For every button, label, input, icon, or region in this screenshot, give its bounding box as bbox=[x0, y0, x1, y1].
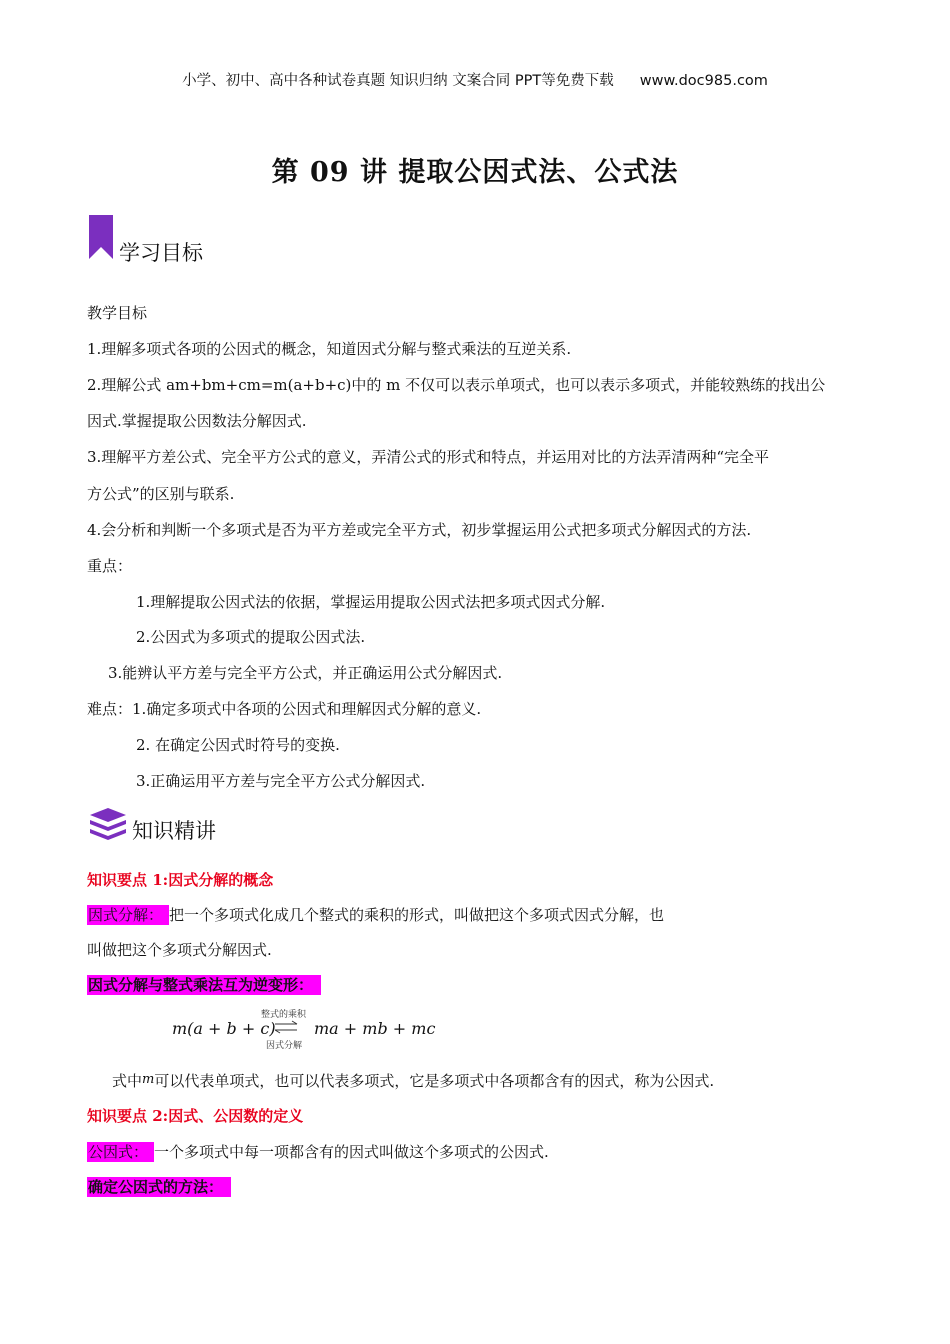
goal-item: 方公式”的区别与联系. bbox=[87, 485, 235, 503]
common-factor-note bbox=[112, 1071, 714, 1093]
goal-item: 因式.掌握提取公因数法分解因式. bbox=[87, 412, 307, 430]
formula-left: m(a + b + c) bbox=[172, 1019, 276, 1038]
reversible-arrow-icon bbox=[274, 1020, 298, 1034]
definition-common-factor bbox=[87, 1142, 549, 1162]
bookmark-icon bbox=[89, 215, 113, 259]
formula-right: ma + mb + mc bbox=[314, 1019, 436, 1038]
note-text: 式中 bbox=[112, 1072, 143, 1090]
difficult-point: 2. 在确定公因式时符号的变换. bbox=[136, 736, 340, 754]
difficult-point: 3.正确运用平方差与完全平方公式分解因式. bbox=[136, 772, 426, 790]
header-site: www.doc985.com bbox=[639, 73, 768, 89]
key-label: 重点： bbox=[87, 557, 133, 575]
goal-item: 4.会分析和判断一个多项式是否为平方差或完全平方式，初步掌握运用公式把多项式分解因式的方法. bbox=[87, 521, 752, 539]
key-point: 1.理解提取公因式法的依据，掌握运用提取公因式法把多项式因式分解. bbox=[136, 593, 606, 611]
definition-text-cont: 叫做把这个多项式分解因式. bbox=[87, 941, 272, 959]
note-variable: m bbox=[142, 1072, 155, 1087]
header-text: 小学、初中、高中各种试卷真题 知识归纳 文案合同 PPT等免费下载 bbox=[182, 73, 614, 89]
key-point: 3.能辨认平方差与完全平方公式，并正确运用公式分解因式. bbox=[108, 664, 503, 682]
goal-item: 1.理解多项式各项的公因式的概念，知道因式分解与整式乘法的互逆关系. bbox=[87, 340, 572, 358]
inverse-label: 因式分解与整式乘法互为逆变形： bbox=[87, 975, 321, 995]
definition-text: 一个多项式中每一项都含有的因式叫做这个多项式的公因式. bbox=[154, 1143, 549, 1161]
arrow-label-top: 整式的乘积 bbox=[261, 1010, 307, 1020]
method-label: 确定公因式的方法： bbox=[87, 1177, 231, 1197]
definition-factorization bbox=[87, 905, 664, 925]
goal-item: 3.理解平方差公式、完全平方公式的意义，弄清公式的形式和特点，并运用对比的方法弄清两种“完全平 bbox=[87, 448, 769, 466]
goal-item: 2.理解公式 am+bm+cm=m(a+b+c)中的 m 不仅可以表示单项式，也可以表示多项式，并能较熟练的找出公 bbox=[87, 376, 826, 394]
key-point: 2.公因式为多项式的提取公因式法. bbox=[136, 628, 366, 646]
books-stack-icon bbox=[88, 806, 128, 844]
page-header bbox=[0, 69, 950, 90]
section-heading-knowledge: 知识精讲 bbox=[132, 819, 216, 843]
difficult-point: 1.确定多项式中各项的公因式和理解因式分解的意义. bbox=[132, 700, 482, 718]
definition-text: 把一个多项式化成几个整式的乘积的形式，叫做把这个多项式因式分解，也 bbox=[169, 906, 665, 924]
definition-label: 因式分解： bbox=[87, 905, 169, 925]
knowledge-point-1-title: 知识要点 1:因式分解的概念 bbox=[87, 871, 274, 889]
knowledge-point-2-title: 知识要点 2:因式、公因数的定义 bbox=[87, 1107, 304, 1125]
arrow-label-bottom: 因式分解 bbox=[266, 1041, 303, 1051]
note-text: 可以代表单项式，也可以代表多项式，它是多项式中各项都含有的因式，称为公因式. bbox=[154, 1072, 715, 1090]
page-title: 第 09 讲 提取公因式法、公式法 bbox=[271, 157, 679, 188]
difficult-label: 难点： bbox=[87, 700, 133, 718]
inverse-label-row bbox=[87, 975, 321, 995]
method-label-row bbox=[87, 1177, 231, 1197]
teaching-goal-label: 教学目标 bbox=[87, 304, 148, 322]
difficult-row bbox=[87, 699, 481, 719]
definition-label: 公因式： bbox=[87, 1142, 154, 1162]
section-heading-goals: 学习目标 bbox=[119, 241, 203, 265]
